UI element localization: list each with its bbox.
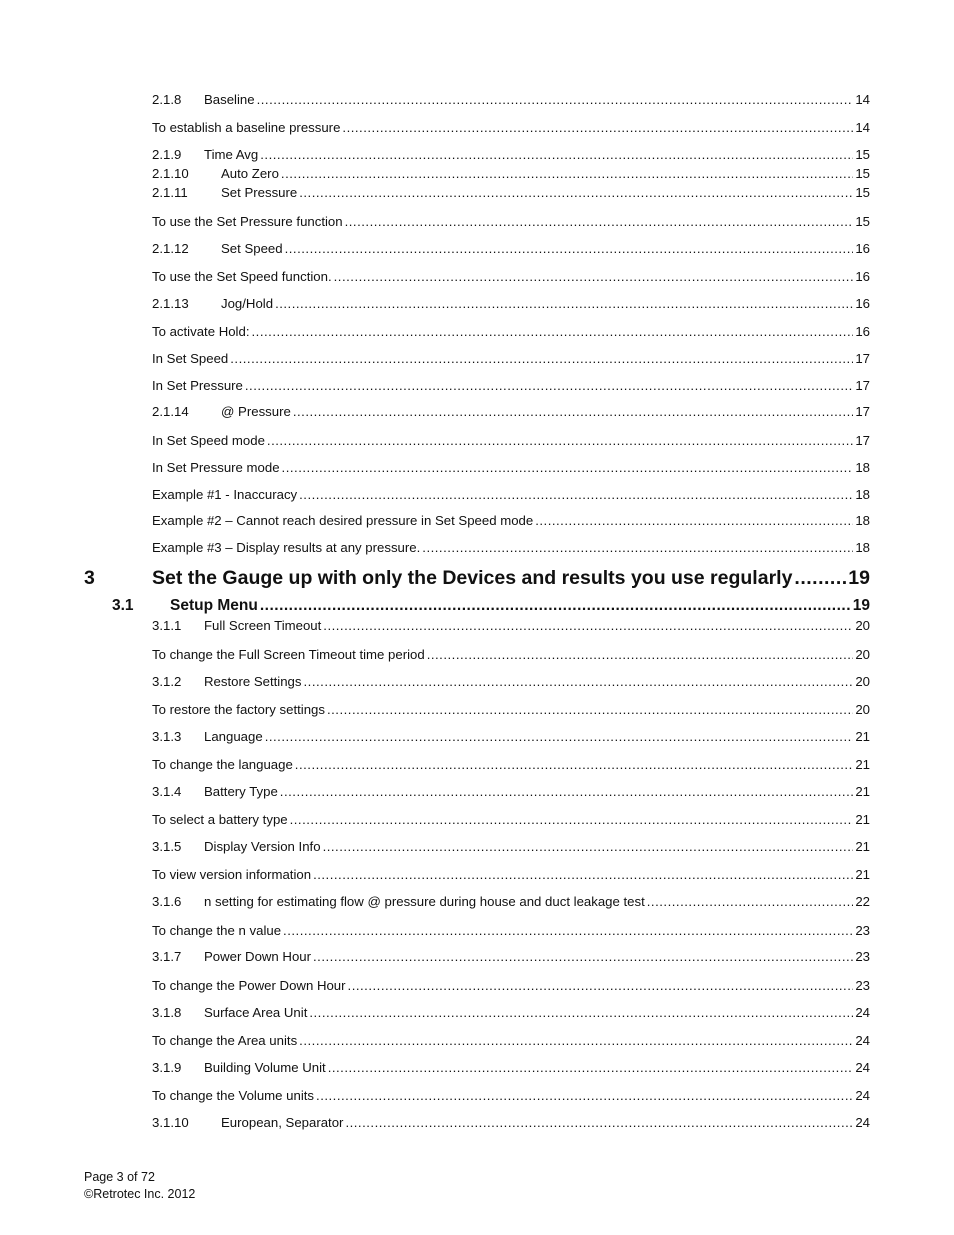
toc-entry-page: 18 bbox=[855, 540, 870, 555]
toc-entry[interactable] bbox=[152, 1060, 870, 1076]
toc-entry[interactable] bbox=[152, 92, 870, 108]
toc-entry-title: To use the Set Speed function. bbox=[152, 269, 332, 284]
toc-entry-title: In Set Speed bbox=[152, 351, 229, 366]
toc-entry-title: Example #1 - Inaccuracy bbox=[152, 487, 298, 502]
toc-entry-page: 18 bbox=[855, 487, 870, 502]
toc-section-entry[interactable] bbox=[112, 596, 870, 616]
toc-entry-title: Set Pressure bbox=[221, 185, 298, 200]
toc-entry-page: 21 bbox=[855, 784, 870, 799]
toc-dot-leader bbox=[252, 324, 854, 340]
toc-dot-leader bbox=[285, 241, 854, 257]
toc-entry-title: Example #2 – Cannot reach desired pressure in Set Speed mode bbox=[152, 513, 534, 528]
toc-dot-leader bbox=[290, 812, 854, 828]
toc-entry[interactable] bbox=[152, 784, 870, 800]
page-footer bbox=[84, 1169, 195, 1203]
toc-entry-title: Setup Menu bbox=[170, 597, 258, 614]
toc-entry[interactable] bbox=[152, 214, 870, 230]
toc-dot-leader bbox=[245, 378, 853, 394]
toc-entry[interactable] bbox=[152, 949, 870, 965]
toc-entry-number: 3.1.3 bbox=[152, 729, 182, 744]
toc-dot-leader bbox=[281, 166, 853, 182]
toc-entry-page: 24 bbox=[855, 1060, 870, 1075]
toc-entry-title: n setting for estimating flow @ pressure during house and duct leakage test bbox=[204, 894, 645, 909]
toc-entry-title: Language bbox=[204, 729, 263, 744]
toc-entry-page: 16 bbox=[855, 324, 870, 339]
toc-entry-number: 2.1.9 bbox=[152, 147, 182, 162]
toc-entry-page: 15 bbox=[855, 147, 870, 162]
toc-entry-title: To restore the factory settings bbox=[152, 702, 325, 717]
toc-entry-title: To select a battery type bbox=[152, 812, 288, 827]
toc-entry-page: 23 bbox=[855, 949, 870, 964]
toc-entry[interactable] bbox=[152, 185, 870, 201]
toc-entry-title: @ Pressure bbox=[221, 404, 291, 419]
toc-dot-leader bbox=[283, 923, 853, 939]
toc-entry[interactable] bbox=[152, 120, 870, 136]
toc-entry-page: 17 bbox=[855, 351, 870, 366]
toc-dot-leader bbox=[535, 513, 853, 529]
toc-entry-number: 2.1.11 bbox=[152, 185, 188, 200]
toc-entry-title: To use the Set Pressure function bbox=[152, 214, 343, 229]
toc-dot-leader bbox=[323, 839, 854, 855]
toc-dot-leader bbox=[299, 185, 853, 201]
toc-entry-page: 17 bbox=[855, 433, 870, 448]
toc-entry-title: To change the Volume units bbox=[152, 1088, 315, 1103]
toc-entry-page: 14 bbox=[855, 120, 870, 135]
toc-entry[interactable] bbox=[152, 839, 870, 855]
toc-entry-number: 3 bbox=[84, 567, 95, 589]
toc-dot-leader bbox=[304, 674, 854, 690]
toc-entry-title: European, Separator bbox=[221, 1115, 344, 1130]
toc-entry-number: 3.1.10 bbox=[152, 1115, 189, 1130]
toc-entry[interactable] bbox=[152, 1033, 870, 1049]
toc-dot-leader bbox=[328, 1060, 854, 1076]
toc-entry[interactable] bbox=[152, 513, 870, 529]
toc-dot-leader bbox=[316, 1088, 853, 1104]
toc-entry[interactable] bbox=[152, 812, 870, 828]
toc-entry-page: 15 bbox=[855, 214, 870, 229]
toc-dot-leader bbox=[280, 784, 854, 800]
toc-entry-title: To change the n value bbox=[152, 923, 282, 938]
toc-entry-title: In Set Pressure bbox=[152, 378, 243, 393]
toc-dot-leader bbox=[293, 404, 854, 420]
toc-entry-page: 17 bbox=[855, 378, 870, 393]
toc-dot-leader bbox=[422, 540, 853, 556]
toc-entry-number: 2.1.10 bbox=[152, 166, 189, 181]
toc-dot-leader bbox=[334, 269, 854, 285]
page-number: Page 3 of 72 bbox=[84, 1170, 155, 1184]
toc-entry-title: Time Avg bbox=[204, 147, 259, 162]
toc-dot-leader bbox=[313, 949, 853, 965]
toc-entry[interactable] bbox=[152, 894, 870, 910]
toc-entry-page: 16 bbox=[855, 269, 870, 284]
toc-entry-page: 21 bbox=[855, 839, 870, 854]
toc-entry-title: In Set Speed mode bbox=[152, 433, 265, 448]
toc-entry-page: 15 bbox=[855, 185, 870, 200]
toc-dot-leader bbox=[309, 1005, 853, 1021]
toc-dot-leader bbox=[299, 487, 853, 503]
toc-dot-leader bbox=[427, 647, 854, 663]
toc-entry-page: 18 bbox=[855, 513, 870, 528]
toc-entry-title: Full Screen Timeout bbox=[204, 618, 322, 633]
toc-entry-number: 3.1.4 bbox=[152, 784, 182, 799]
toc-entry[interactable] bbox=[152, 404, 870, 420]
toc-entry[interactable] bbox=[152, 540, 870, 556]
toc-dot-leader bbox=[345, 214, 854, 230]
toc-entry-page: 23 bbox=[855, 923, 870, 938]
toc-entry-page: 24 bbox=[855, 1088, 870, 1103]
toc-dot-leader bbox=[299, 1033, 853, 1049]
toc-entry-page: 14 bbox=[855, 92, 870, 107]
toc-entry[interactable] bbox=[152, 1005, 870, 1021]
toc-entry[interactable] bbox=[152, 1115, 870, 1131]
toc-entry-page: 19 bbox=[852, 597, 870, 614]
toc-entry-title: To change the Area units bbox=[152, 1033, 298, 1048]
toc-entry-title: Battery Type bbox=[204, 784, 278, 799]
toc-entry-number: 2.1.13 bbox=[152, 296, 189, 311]
toc-entry-page: 19 bbox=[848, 567, 870, 589]
toc-entry-title: To activate Hold: bbox=[152, 324, 250, 339]
toc-entry[interactable] bbox=[152, 1088, 870, 1104]
toc-entry-number: 2.1.8 bbox=[152, 92, 182, 107]
toc-entry-title: To change the Power Down Hour bbox=[152, 978, 346, 993]
toc-entry-title: Display Version Info bbox=[204, 839, 321, 854]
toc-entry-number: 3.1.1 bbox=[152, 618, 182, 633]
toc-entry-title: To establish a baseline pressure bbox=[152, 120, 341, 135]
toc-entry[interactable] bbox=[152, 166, 870, 182]
toc-entry[interactable] bbox=[152, 674, 870, 690]
toc-entry[interactable] bbox=[152, 433, 870, 449]
toc-entry-title: Set the Gauge up with only the Devices and results you use regularly bbox=[152, 567, 793, 589]
toc-entry-title: To change the Full Screen Timeout time period bbox=[152, 647, 425, 662]
toc-dot-leader bbox=[267, 433, 853, 449]
toc-entry-page: 24 bbox=[855, 1115, 870, 1130]
toc-entry[interactable] bbox=[152, 729, 870, 745]
toc-entry[interactable] bbox=[152, 351, 870, 367]
toc-entry[interactable] bbox=[152, 867, 870, 883]
toc-dot-leader bbox=[327, 702, 853, 718]
toc-entry-page: 15 bbox=[855, 166, 870, 181]
toc-dot-leader bbox=[794, 566, 846, 590]
toc-entry[interactable] bbox=[152, 702, 870, 718]
toc-entry-page: 24 bbox=[855, 1005, 870, 1020]
toc-entry[interactable] bbox=[152, 241, 870, 257]
toc-entry-page: 18 bbox=[855, 460, 870, 475]
toc-entry[interactable] bbox=[152, 324, 870, 340]
toc-entry-page: 21 bbox=[855, 729, 870, 744]
toc-dot-leader bbox=[313, 867, 853, 883]
toc-entry[interactable] bbox=[152, 618, 870, 634]
toc-entry-number: 3.1.2 bbox=[152, 674, 182, 689]
toc-dot-leader bbox=[257, 92, 854, 108]
toc-entry-page: 21 bbox=[855, 757, 870, 772]
toc-entry-page: 23 bbox=[855, 978, 870, 993]
toc-entry-title: Jog/Hold bbox=[221, 296, 274, 311]
toc-entry[interactable] bbox=[152, 378, 870, 394]
toc-entry-number: 3.1.5 bbox=[152, 839, 182, 854]
toc-entry-page: 22 bbox=[855, 894, 870, 909]
toc-chapter-entry[interactable] bbox=[84, 566, 870, 590]
toc-entry-page: 21 bbox=[855, 812, 870, 827]
copyright-notice: ©Retrotec Inc. 2012 bbox=[84, 1187, 196, 1201]
toc-entry-number: 3.1.9 bbox=[152, 1060, 182, 1075]
toc-entry-number: 2.1.14 bbox=[152, 404, 189, 419]
toc-entry[interactable] bbox=[152, 460, 870, 476]
toc-dot-leader bbox=[260, 147, 853, 163]
toc-dot-leader bbox=[260, 596, 851, 616]
toc-entry-page: 16 bbox=[855, 296, 870, 311]
toc-dot-leader bbox=[345, 1115, 853, 1131]
toc-entry[interactable] bbox=[152, 923, 870, 939]
toc-entry-title: In Set Pressure mode bbox=[152, 460, 280, 475]
toc-entry-page: 17 bbox=[855, 404, 870, 419]
toc-dot-leader bbox=[282, 460, 854, 476]
toc-entry-title: Restore Settings bbox=[204, 674, 302, 689]
toc-entry[interactable] bbox=[152, 147, 870, 163]
toc-dot-leader bbox=[342, 120, 853, 136]
toc-entry-title: Surface Area Unit bbox=[204, 1005, 308, 1020]
toc-entry-title: Set Speed bbox=[221, 241, 283, 256]
toc-entry-page: 16 bbox=[855, 241, 870, 256]
toc-entry-page: 20 bbox=[855, 618, 870, 633]
toc-entry[interactable] bbox=[152, 978, 870, 994]
toc-entry-title: Auto Zero bbox=[221, 166, 279, 181]
toc-dot-leader bbox=[647, 894, 854, 910]
toc-entry-page: 24 bbox=[855, 1033, 870, 1048]
toc-entry-title: Example #3 – Display results at any pressure. bbox=[152, 540, 421, 555]
toc-entry-number: 3.1.7 bbox=[152, 949, 182, 964]
toc-entry-number: 2.1.12 bbox=[152, 241, 189, 256]
toc-entry-title: Baseline bbox=[204, 92, 255, 107]
toc-entry-page: 20 bbox=[855, 647, 870, 662]
toc-entry[interactable] bbox=[152, 296, 870, 312]
toc-entry-title: To change the language bbox=[152, 757, 293, 772]
toc-dot-leader bbox=[323, 618, 853, 634]
toc-entry-number: 3.1 bbox=[112, 597, 134, 614]
toc-dot-leader bbox=[348, 978, 854, 994]
toc-dot-leader bbox=[275, 296, 853, 312]
toc-dot-leader bbox=[295, 757, 854, 773]
toc-entry-title: To view version information bbox=[152, 867, 312, 882]
toc-entry[interactable] bbox=[152, 757, 870, 773]
toc-entry-number: 3.1.6 bbox=[152, 894, 182, 909]
toc-entry-page: 20 bbox=[855, 702, 870, 717]
toc-dot-leader bbox=[230, 351, 853, 367]
toc-entry-page: 20 bbox=[855, 674, 870, 689]
toc-entry[interactable] bbox=[152, 487, 870, 503]
toc-entry[interactable] bbox=[152, 269, 870, 285]
toc-entry-page: 21 bbox=[855, 867, 870, 882]
toc-dot-leader bbox=[265, 729, 854, 745]
toc-entry[interactable] bbox=[152, 647, 870, 663]
toc-entry-title: Building Volume Unit bbox=[204, 1060, 326, 1075]
toc-entry-number: 3.1.8 bbox=[152, 1005, 182, 1020]
toc-entry-title: Power Down Hour bbox=[204, 949, 312, 964]
